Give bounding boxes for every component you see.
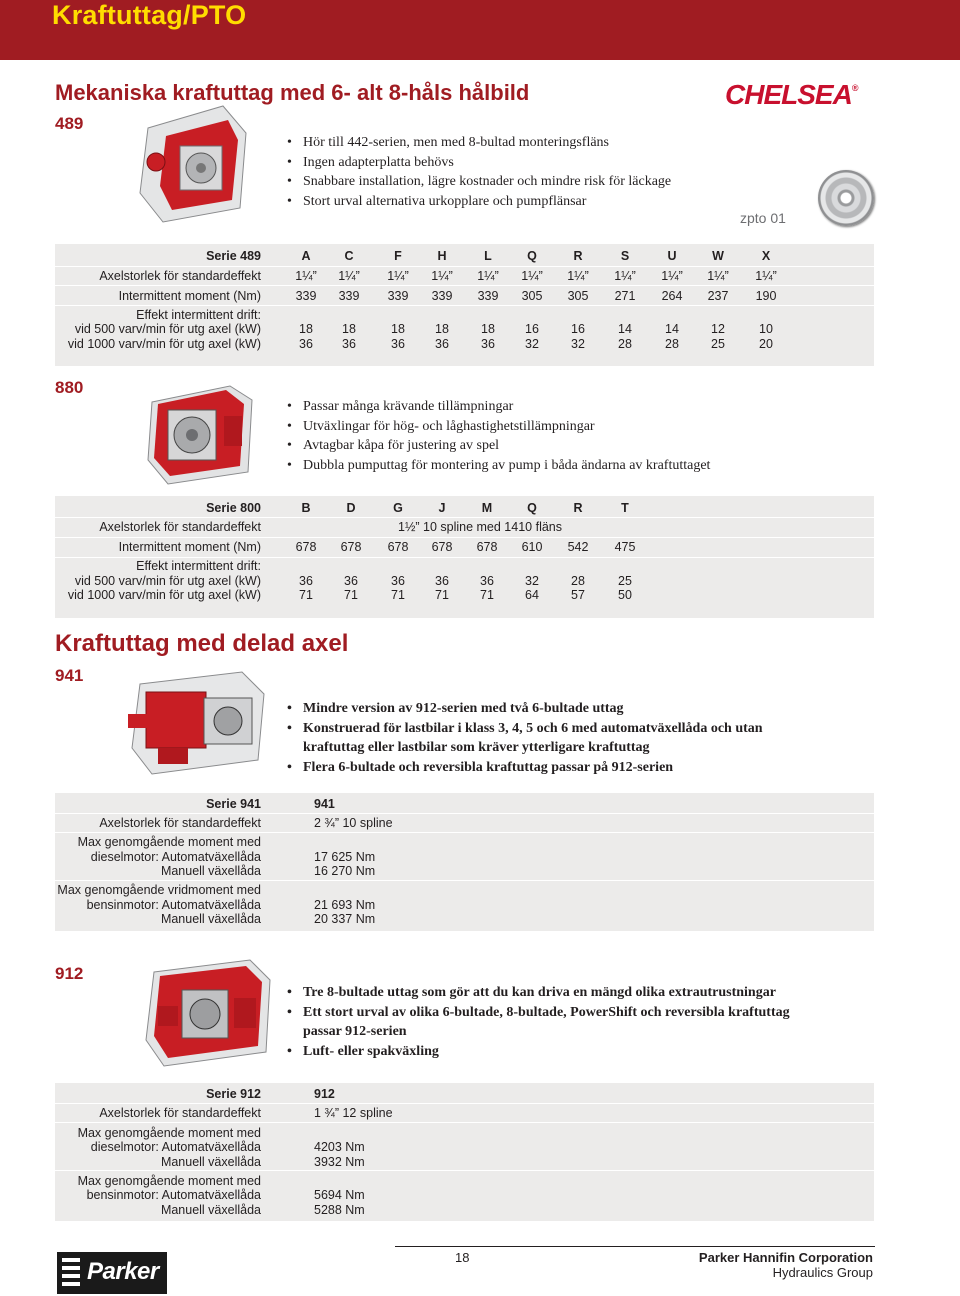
table-cell: 305	[567, 289, 589, 303]
row-label-1000: vid 1000 varv/min för utg axel (kW)	[67, 337, 261, 351]
table-cell: 1¼”	[707, 269, 729, 283]
table-cell: 18	[391, 322, 405, 336]
bullet-item: • Utväxlingar för hög- och låghastighetstillämpningar	[287, 417, 807, 437]
table-cell: 1¼”	[755, 269, 777, 283]
column-header: G	[393, 501, 403, 515]
bullet-item: • Ett stort urval av olika 6-bultade, 8-bultade, PowerShift och reversibla kraftuttag passar 912-serien	[287, 1003, 807, 1042]
row-label-moment: Intermittent moment (Nm)	[118, 540, 261, 554]
table-cell: 16	[525, 322, 539, 336]
row-label-manuell2: Manuell växellåda	[160, 1203, 261, 1217]
column-header: D	[346, 501, 356, 515]
table-cell: 1¼”	[338, 269, 360, 283]
row-label-torque: Axelstorlek för standardeffekt	[99, 520, 261, 534]
column-header: X	[761, 249, 771, 263]
column-header: W	[712, 249, 724, 263]
table-cell: 339	[295, 289, 317, 303]
table-cell: 339	[387, 289, 409, 303]
bensin-value: 5694 Nm	[314, 1188, 365, 1202]
table-cell: 25	[711, 337, 725, 351]
table-cell: 678	[476, 540, 498, 554]
table-cell: 14	[618, 322, 632, 336]
row-label-effekt: Effekt intermittent drift:	[136, 308, 261, 322]
table-cell: 18	[435, 322, 449, 336]
bullet-item: • Luft- eller spakväxling	[287, 1042, 807, 1062]
torque-value: 1½” 10 spline med 1410 fläns	[398, 520, 562, 534]
model-number-912: 912	[55, 964, 84, 983]
column-header: F	[394, 249, 402, 263]
table-cell: 339	[338, 289, 360, 303]
column-header: L	[484, 249, 492, 263]
row-label-manuell1: Manuell växellåda	[160, 864, 261, 878]
table-cell: 18	[342, 322, 356, 336]
column-header: B	[301, 501, 311, 515]
row-label-500: vid 500 varv/min för utg axel (kW)	[74, 322, 261, 336]
table-cell: 18	[299, 322, 313, 336]
bullet-item: • Mindre version av 912-serien med två 6-bultade uttag	[287, 699, 767, 719]
bullets-912	[287, 983, 807, 1061]
bullet-item: • Snabbare installation, lägre kostnader och mindre risk för läckage	[287, 172, 747, 192]
table-cell: 57	[571, 588, 585, 602]
table-cell: 20	[759, 337, 773, 351]
manuell2-value: 20 337 Nm	[314, 912, 376, 926]
footer-corp	[699, 1250, 873, 1280]
table-cell: 64	[525, 588, 539, 602]
table-head-label: Serie 489	[206, 249, 261, 263]
table-cell: 18	[481, 322, 495, 336]
column-header: S	[620, 249, 630, 263]
table-cell: 36	[344, 574, 358, 588]
table-cell: 678	[387, 540, 409, 554]
table-cell: 25	[618, 574, 632, 588]
table-cell: 1¼”	[295, 269, 317, 283]
column-header: H	[437, 249, 447, 263]
diesel-value: 4203 Nm	[314, 1140, 365, 1154]
row-label-max2: Max genomgående moment med	[77, 1174, 261, 1188]
column-header: T	[621, 501, 629, 515]
table-cell: 1¼”	[521, 269, 543, 283]
bensin-value: 21 693 Nm	[314, 898, 376, 912]
column-header: A	[301, 249, 311, 263]
row-label-effekt: Effekt intermittent drift:	[136, 559, 261, 573]
bullet-item: • Konstruerad för lastbilar i klass 3, 4, 5 och 6 med automatväxellåda och utan kraftuttag eller lastbilar som kräver ytterligare kraftuttag	[287, 719, 767, 758]
bullets-880	[287, 397, 807, 475]
table-head-label: Serie 912	[206, 1087, 261, 1101]
bullet-item: • Avtagbar kåpa för justering av spel	[287, 436, 807, 456]
column-header: Q	[527, 249, 537, 263]
header-bar	[0, 0, 960, 60]
table-cell: 1¼”	[431, 269, 453, 283]
table-cell: 678	[295, 540, 317, 554]
pto-489-image	[128, 98, 258, 228]
table-cell: 71	[480, 588, 494, 602]
bullet-item: • Ingen adapterplatta behövs	[287, 153, 747, 173]
table-cell: 542	[567, 540, 589, 554]
table-cell: 71	[344, 588, 358, 602]
table-cell: 16	[571, 322, 585, 336]
table-cell: 475	[614, 540, 636, 554]
table-cell: 10	[759, 322, 773, 336]
pto-941-image	[122, 664, 272, 784]
zpto-label: zpto 01	[740, 210, 786, 226]
bullets-489	[287, 133, 747, 211]
torque-value: 1 ¾” 12 spline	[314, 1106, 393, 1120]
model-number-880: 880	[55, 378, 84, 397]
table-cell: 678	[340, 540, 362, 554]
table-head-label: Serie 800	[206, 501, 261, 515]
parker-logo-text: Parker	[87, 1258, 159, 1285]
parker-mark-icon	[59, 1252, 85, 1294]
bullets-941	[287, 699, 767, 777]
table-cell: 1¼”	[661, 269, 683, 283]
column-header: M	[481, 501, 493, 515]
table-cell: 237	[707, 289, 729, 303]
model-number-489: 489	[55, 114, 84, 133]
row-label-diesel: dieselmotor: Automatväxellåda	[90, 1140, 261, 1154]
model-number-941: 941	[55, 666, 84, 685]
page-number: 18	[455, 1250, 470, 1265]
table-cell: 32	[525, 574, 539, 588]
row-label-bensin: bensinmotor: Automatväxellåda	[86, 898, 261, 912]
table-cell: 271	[614, 289, 636, 303]
table-cell: 36	[480, 574, 494, 588]
column-header: J	[438, 501, 446, 515]
table-head-label: Serie 941	[206, 797, 261, 811]
table-cell: 1¼”	[614, 269, 636, 283]
section-title-941: Kraftuttag med delad axel	[55, 630, 349, 657]
table-cell: 610	[521, 540, 543, 554]
row-label-torque: Axelstorlek för standardeffekt	[99, 816, 261, 830]
table-cell: 1¼”	[477, 269, 499, 283]
row-label-max2: Max genomgående vridmoment med	[57, 883, 261, 897]
table-cell: 190	[755, 289, 777, 303]
section-title-489: Mekaniska kraftuttag med 6- alt 8-håls hålbild	[55, 80, 530, 105]
table-cell: 71	[299, 588, 313, 602]
company-name: Parker Hannifin Corporation	[698, 1250, 873, 1265]
table-cell: 50	[618, 588, 632, 602]
manuell1-value: 16 270 Nm	[314, 864, 376, 878]
column-header: R	[573, 501, 583, 515]
table-cell: 36	[435, 574, 449, 588]
manuell1-value: 3932 Nm	[314, 1155, 365, 1169]
column-header: Q	[527, 501, 537, 515]
row-label-diesel: dieselmotor: Automatväxellåda	[90, 850, 261, 864]
table-cell: 28	[571, 574, 585, 588]
table-cell: 36	[299, 337, 313, 351]
table-cell: 1¼”	[387, 269, 409, 283]
table-head-value: 912	[314, 1087, 335, 1101]
bullet-item: • Tre 8-bultade uttag som gör att du kan driva en mängd olika extrautrustningar	[287, 983, 807, 1003]
cd-disc-icon	[818, 170, 874, 226]
table-cell: 1¼”	[567, 269, 589, 283]
manuell2-value: 5288 Nm	[314, 1203, 365, 1217]
row-label-torque: Axelstorlek för standardeffekt	[99, 1106, 261, 1120]
table-cell: 339	[477, 289, 499, 303]
division-name: Hydraulics Group	[772, 1265, 873, 1280]
footer-rule	[395, 1246, 875, 1247]
pto-880-image	[140, 380, 260, 490]
bullet-item: • Stort urval alternativa urkopplare och pumpflänsar	[287, 192, 747, 212]
table-cell: 339	[431, 289, 453, 303]
parker-logo	[57, 1252, 167, 1294]
diesel-value: 17 625 Nm	[314, 850, 376, 864]
chelsea-logo: CHELSEA®	[725, 79, 858, 110]
row-label-500: vid 500 varv/min för utg axel (kW)	[74, 574, 261, 588]
table-head-value: 941	[314, 797, 335, 811]
pto-912-image	[138, 954, 278, 1074]
table-cell: 264	[661, 289, 683, 303]
bullet-item: • Dubbla pumputtag för montering av pump i båda ändarna av kraftuttaget	[287, 456, 807, 476]
row-label-manuell1: Manuell växellåda	[160, 1155, 261, 1169]
table-cell: 71	[435, 588, 449, 602]
column-header: R	[573, 249, 583, 263]
bullet-item: • Flera 6-bultade och reversibla kraftuttag passar på 912-serien	[287, 758, 767, 778]
table-cell: 36	[299, 574, 313, 588]
column-header: U	[667, 249, 677, 263]
table-cell: 71	[391, 588, 405, 602]
table-cell: 305	[521, 289, 543, 303]
table-cell: 32	[525, 337, 539, 351]
bullet-item: • Hör till 442-serien, men med 8-bultad monteringsfläns	[287, 133, 747, 153]
table-cell: 36	[391, 574, 405, 588]
table-cell: 28	[665, 337, 679, 351]
row-label-manuell2: Manuell växellåda	[160, 912, 261, 926]
row-label-max1: Max genomgående moment med	[77, 1126, 261, 1140]
bullet-item: • Passar många krävande tillämpningar	[287, 397, 807, 417]
table-cell: 36	[342, 337, 356, 351]
page-title: Kraftuttag/PTO	[52, 0, 247, 30]
row-label-max1: Max genomgående moment med	[77, 835, 261, 849]
table-cell: 32	[571, 337, 585, 351]
torque-value: 2 ¾” 10 spline	[314, 816, 393, 830]
table-cell: 14	[665, 322, 679, 336]
row-label-bensin: bensinmotor: Automatväxellåda	[86, 1188, 261, 1202]
table-cell: 12	[711, 322, 725, 336]
table-cell: 36	[391, 337, 405, 351]
row-label-torque: Axelstorlek för standardeffekt	[99, 269, 261, 283]
table-cell: 678	[431, 540, 453, 554]
row-label-moment: Intermittent moment (Nm)	[118, 289, 261, 303]
row-label-1000: vid 1000 varv/min för utg axel (kW)	[67, 588, 261, 602]
table-cell: 28	[618, 337, 632, 351]
column-header: C	[344, 249, 354, 263]
table-cell: 36	[481, 337, 495, 351]
table-cell: 36	[435, 337, 449, 351]
